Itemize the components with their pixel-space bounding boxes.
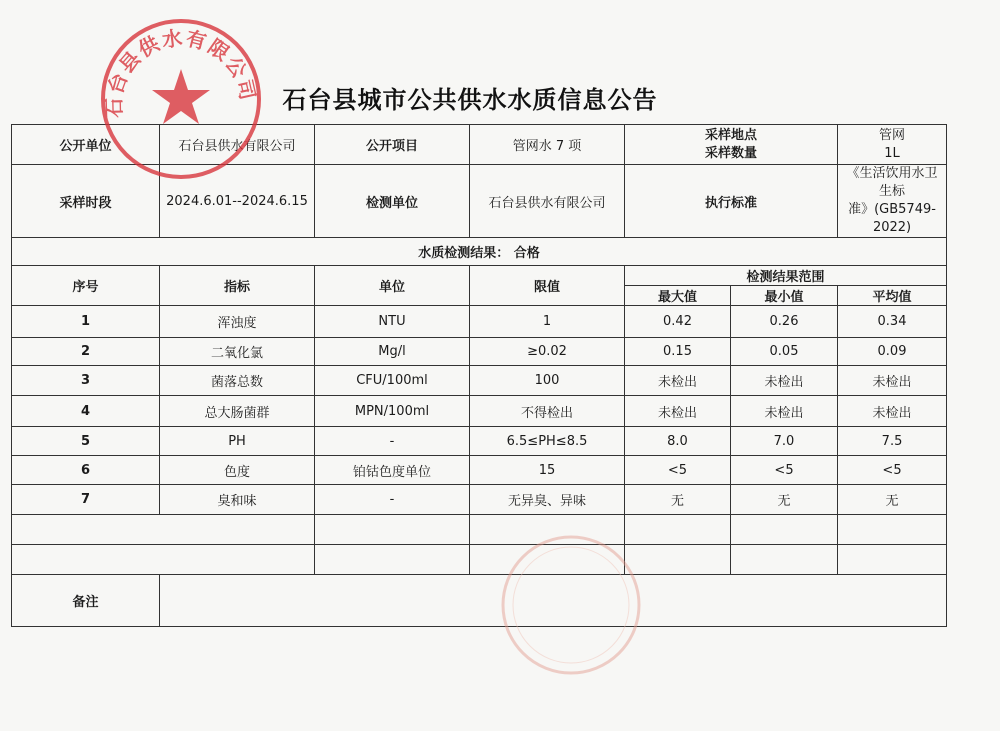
- row-unit: -: [315, 427, 470, 456]
- blank-cell: [12, 545, 315, 575]
- header-limit: 限值: [470, 266, 625, 306]
- blank-cell: [470, 515, 625, 545]
- blank-row: [12, 515, 947, 545]
- blank-cell: [625, 545, 731, 575]
- header-row-1: [12, 266, 947, 286]
- blank-cell: [470, 545, 625, 575]
- row-indicator: 色度: [160, 456, 315, 485]
- row-max: 0.42: [625, 306, 731, 338]
- row-unit: CFU/100ml: [315, 366, 470, 396]
- table-row: [12, 306, 947, 338]
- info-row-2: [12, 165, 947, 238]
- blank-cell: [731, 515, 838, 545]
- row-min: 未检出: [731, 396, 838, 427]
- row-no: 3: [12, 366, 160, 396]
- row-unit: 铂钴色度单位: [315, 456, 470, 485]
- qty-value: 1L: [884, 145, 900, 161]
- table-row: [12, 485, 947, 515]
- row-avg: 0.09: [838, 338, 947, 366]
- row-avg: 未检出: [838, 396, 947, 427]
- standard-line-1: 《生活饮用水卫生标: [846, 166, 938, 199]
- blank-cell: [625, 515, 731, 545]
- row-avg: 未检出: [838, 366, 947, 396]
- result-line: 水质检测结果： 合格: [12, 238, 947, 266]
- row-avg: <5: [838, 456, 947, 485]
- row-avg: 0.34: [838, 306, 947, 338]
- row-limit: 1: [470, 306, 625, 338]
- row-no: 1: [12, 306, 160, 338]
- blank-cell: [838, 515, 947, 545]
- row-no: 5: [12, 427, 160, 456]
- row-limit: 15: [470, 456, 625, 485]
- row-max: 未检出: [625, 366, 731, 396]
- row-indicator: 臭和味: [160, 485, 315, 515]
- table-row: [12, 396, 947, 427]
- header-no: 序号: [12, 266, 160, 306]
- row-indicator: 二氧化氯: [160, 338, 315, 366]
- publisher-value: 石台县供水有限公司: [160, 125, 315, 165]
- label-publisher: 公开单位: [12, 125, 160, 165]
- label-site-qty: [625, 125, 838, 165]
- row-unit: Mg/l: [315, 338, 470, 366]
- row-limit: 6.5≤PH≤8.5: [470, 427, 625, 456]
- table-row: [12, 456, 947, 485]
- row-min: 未检出: [731, 366, 838, 396]
- row-unit: MPN/100ml: [315, 396, 470, 427]
- label-standard: 执行标准: [625, 165, 838, 238]
- header-indicator: 指标: [160, 266, 315, 306]
- row-max: <5: [625, 456, 731, 485]
- row-min: 0.26: [731, 306, 838, 338]
- row-no: 2: [12, 338, 160, 366]
- row-limit: 无异臭、异味: [470, 485, 625, 515]
- row-avg: 无: [838, 485, 947, 515]
- label-qty: 采样数量: [705, 145, 758, 161]
- label-lab: 检测单位: [315, 165, 470, 238]
- remark-label: 备注: [12, 575, 160, 627]
- row-max: 0.15: [625, 338, 731, 366]
- site-qty-value: [838, 125, 947, 165]
- row-unit: NTU: [315, 306, 470, 338]
- row-no: 6: [12, 456, 160, 485]
- header-max: 最大值: [625, 286, 731, 306]
- header-unit: 单位: [315, 266, 470, 306]
- standard-value: [838, 165, 947, 238]
- row-limit: ≥0.02: [470, 338, 625, 366]
- item-value: 管网水 7 项: [470, 125, 625, 165]
- row-indicator: 总大肠菌群: [160, 396, 315, 427]
- info-row-1: [12, 125, 947, 165]
- svg-text:石台县供水有限公司: 石台县供水有限公司: [101, 25, 261, 119]
- row-max: 8.0: [625, 427, 731, 456]
- blank-cell: [838, 545, 947, 575]
- standard-line-2: 准》(GB5749-2022): [848, 202, 936, 235]
- notice-title: 石台县城市公共供水水质信息公告: [282, 85, 658, 114]
- remark-value: [160, 575, 947, 627]
- remark-row: [12, 575, 947, 627]
- label-site: 采样地点: [705, 127, 758, 143]
- row-unit: -: [315, 485, 470, 515]
- lab-value: 石台县供水有限公司: [470, 165, 625, 238]
- blank-cell: [12, 515, 315, 545]
- blank-cell: [315, 545, 470, 575]
- blank-cell: [731, 545, 838, 575]
- row-indicator: 菌落总数: [160, 366, 315, 396]
- header-range: 检测结果范围: [625, 266, 947, 286]
- site-value: 管网: [879, 127, 906, 143]
- water-quality-table: [11, 124, 947, 627]
- table-row: [12, 366, 947, 396]
- row-indicator: 浑浊度: [160, 306, 315, 338]
- table-row: [12, 427, 947, 456]
- row-avg: 7.5: [838, 427, 947, 456]
- label-item: 公开项目: [315, 125, 470, 165]
- header-min: 最小值: [731, 286, 838, 306]
- header-avg: 平均值: [838, 286, 947, 306]
- row-no: 4: [12, 396, 160, 427]
- row-max: 未检出: [625, 396, 731, 427]
- result-row: [12, 238, 947, 266]
- row-min: <5: [731, 456, 838, 485]
- label-period: 采样时段: [12, 165, 160, 238]
- row-indicator: PH: [160, 427, 315, 456]
- row-min: 0.05: [731, 338, 838, 366]
- blank-row: [12, 545, 947, 575]
- period-value: 2024.6.01--2024.6.15: [160, 165, 315, 238]
- table-row: [12, 338, 947, 366]
- row-limit: 100: [470, 366, 625, 396]
- row-max: 无: [625, 485, 731, 515]
- blank-cell: [315, 515, 470, 545]
- row-no: 7: [12, 485, 160, 515]
- row-min: 无: [731, 485, 838, 515]
- row-min: 7.0: [731, 427, 838, 456]
- row-limit: 不得检出: [470, 396, 625, 427]
